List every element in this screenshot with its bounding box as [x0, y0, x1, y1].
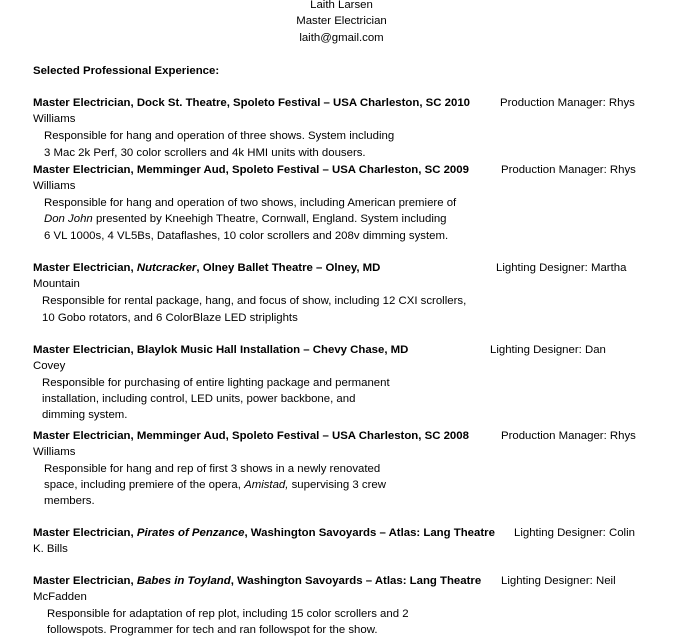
show-title: Pirates of Penzance: [136, 527, 245, 539]
entry-description-line: Responsible for adaptation of rep plot, including 15 color scrollers and 2: [47, 608, 409, 620]
entry-contact-wrap: Mountain: [33, 278, 80, 290]
entry-description-line: 3 Mac 2k Perf, 30 color scrollers and 4k HMI units with dousers.: [44, 147, 366, 159]
entry-contact-wrap: K. Bills: [33, 543, 68, 555]
candidate-name: Laith Larsen: [310, 0, 373, 11]
entry-description-line: Responsible for hang and operation of three shows. System including: [44, 130, 395, 142]
entry-contact: Production Manager: Rhys: [500, 97, 635, 109]
entry-contact: Lighting Designer: Colin: [514, 527, 635, 539]
candidate-email: laith@gmail.com: [299, 31, 384, 44]
entry-contact-wrap: Covey: [33, 360, 66, 372]
entry-description-line: installation, including control, LED units, power backbone, and: [42, 393, 356, 405]
entry-description-line: members.: [44, 495, 95, 507]
show-title: Amistad,: [244, 479, 289, 491]
resume-header: [0, 0, 683, 46]
entry-contact-wrap: McFadden: [33, 591, 87, 603]
entry-description-line: dimming system.: [42, 409, 128, 421]
entry-contact-wrap: Williams: [33, 446, 76, 458]
entry-contact: Lighting Designer: Dan: [490, 344, 606, 356]
entry-role: Master Electrician, Memminger Aud, Spoleto Festival – USA Charleston, SC 2008: [33, 430, 469, 442]
show-title: Don John: [44, 213, 93, 225]
entry-description-line: Responsible for rental package, hang, and focus of show, including 12 CXI scrollers,: [42, 295, 467, 307]
entry-role: Master Electrician, Nutcracker, Olney Ballet Theatre – Olney, MD: [33, 262, 381, 274]
entry-role: Master Electrician, Babes in Toyland, Washington Savoyards – Atlas: Lang Theatre: [33, 575, 482, 587]
entry-description-line: 10 Gobo rotators, and 6 ColorBlaze LED striplights: [42, 312, 298, 324]
entry-description-line: 6 VL 1000s, 4 VL5Bs, Dataflashes, 10 color scrollers and 208v dimming system.: [44, 230, 449, 242]
entry-role: Master Electrician, Blaylok Music Hall Installation – Chevy Chase, MD: [33, 344, 409, 356]
entry-role: Master Electrician, Dock St. Theatre, Spoleto Festival – USA Charleston, SC 2010: [33, 97, 470, 109]
entry-role: Master Electrician, Memminger Aud, Spoleto Festival – USA Charleston, SC 2009: [33, 164, 469, 176]
entry-description-line: Don John presented by Kneehigh Theatre, Cornwall, England. System including: [44, 213, 447, 225]
entry-role: Master Electrician, Pirates of Penzance, Washington Savoyards – Atlas: Lang Theatre: [33, 527, 495, 539]
section-title: Selected Professional Experience:: [33, 65, 220, 77]
entry-description-line: Responsible for hang and operation of two shows, including American premiere of: [44, 197, 457, 209]
entry-description-line: space, including premiere of the opera, Amistad, supervising 3 crew: [44, 479, 386, 491]
entry-contact: Production Manager: Rhys: [501, 430, 636, 442]
entry-description-line: Responsible for hang and rep of first 3 shows in a newly renovated: [44, 463, 381, 475]
entry-contact-wrap: Williams: [33, 180, 76, 192]
candidate-title: Master Electrician: [296, 15, 387, 28]
entry-contact: Production Manager: Rhys: [501, 164, 636, 176]
entry-contact-wrap: Williams: [33, 113, 76, 125]
show-title: Nutcracker: [136, 262, 197, 274]
entry-contact: Lighting Designer: Neil: [501, 575, 616, 587]
entry-description-line: Responsible for purchasing of entire lighting package and permanent: [42, 377, 390, 389]
entry-contact: Lighting Designer: Martha: [496, 262, 627, 274]
entry-description-line: followspots. Programmer for tech and ran followspot for the show.: [47, 624, 378, 636]
show-title: Babes in Toyland: [136, 575, 231, 587]
